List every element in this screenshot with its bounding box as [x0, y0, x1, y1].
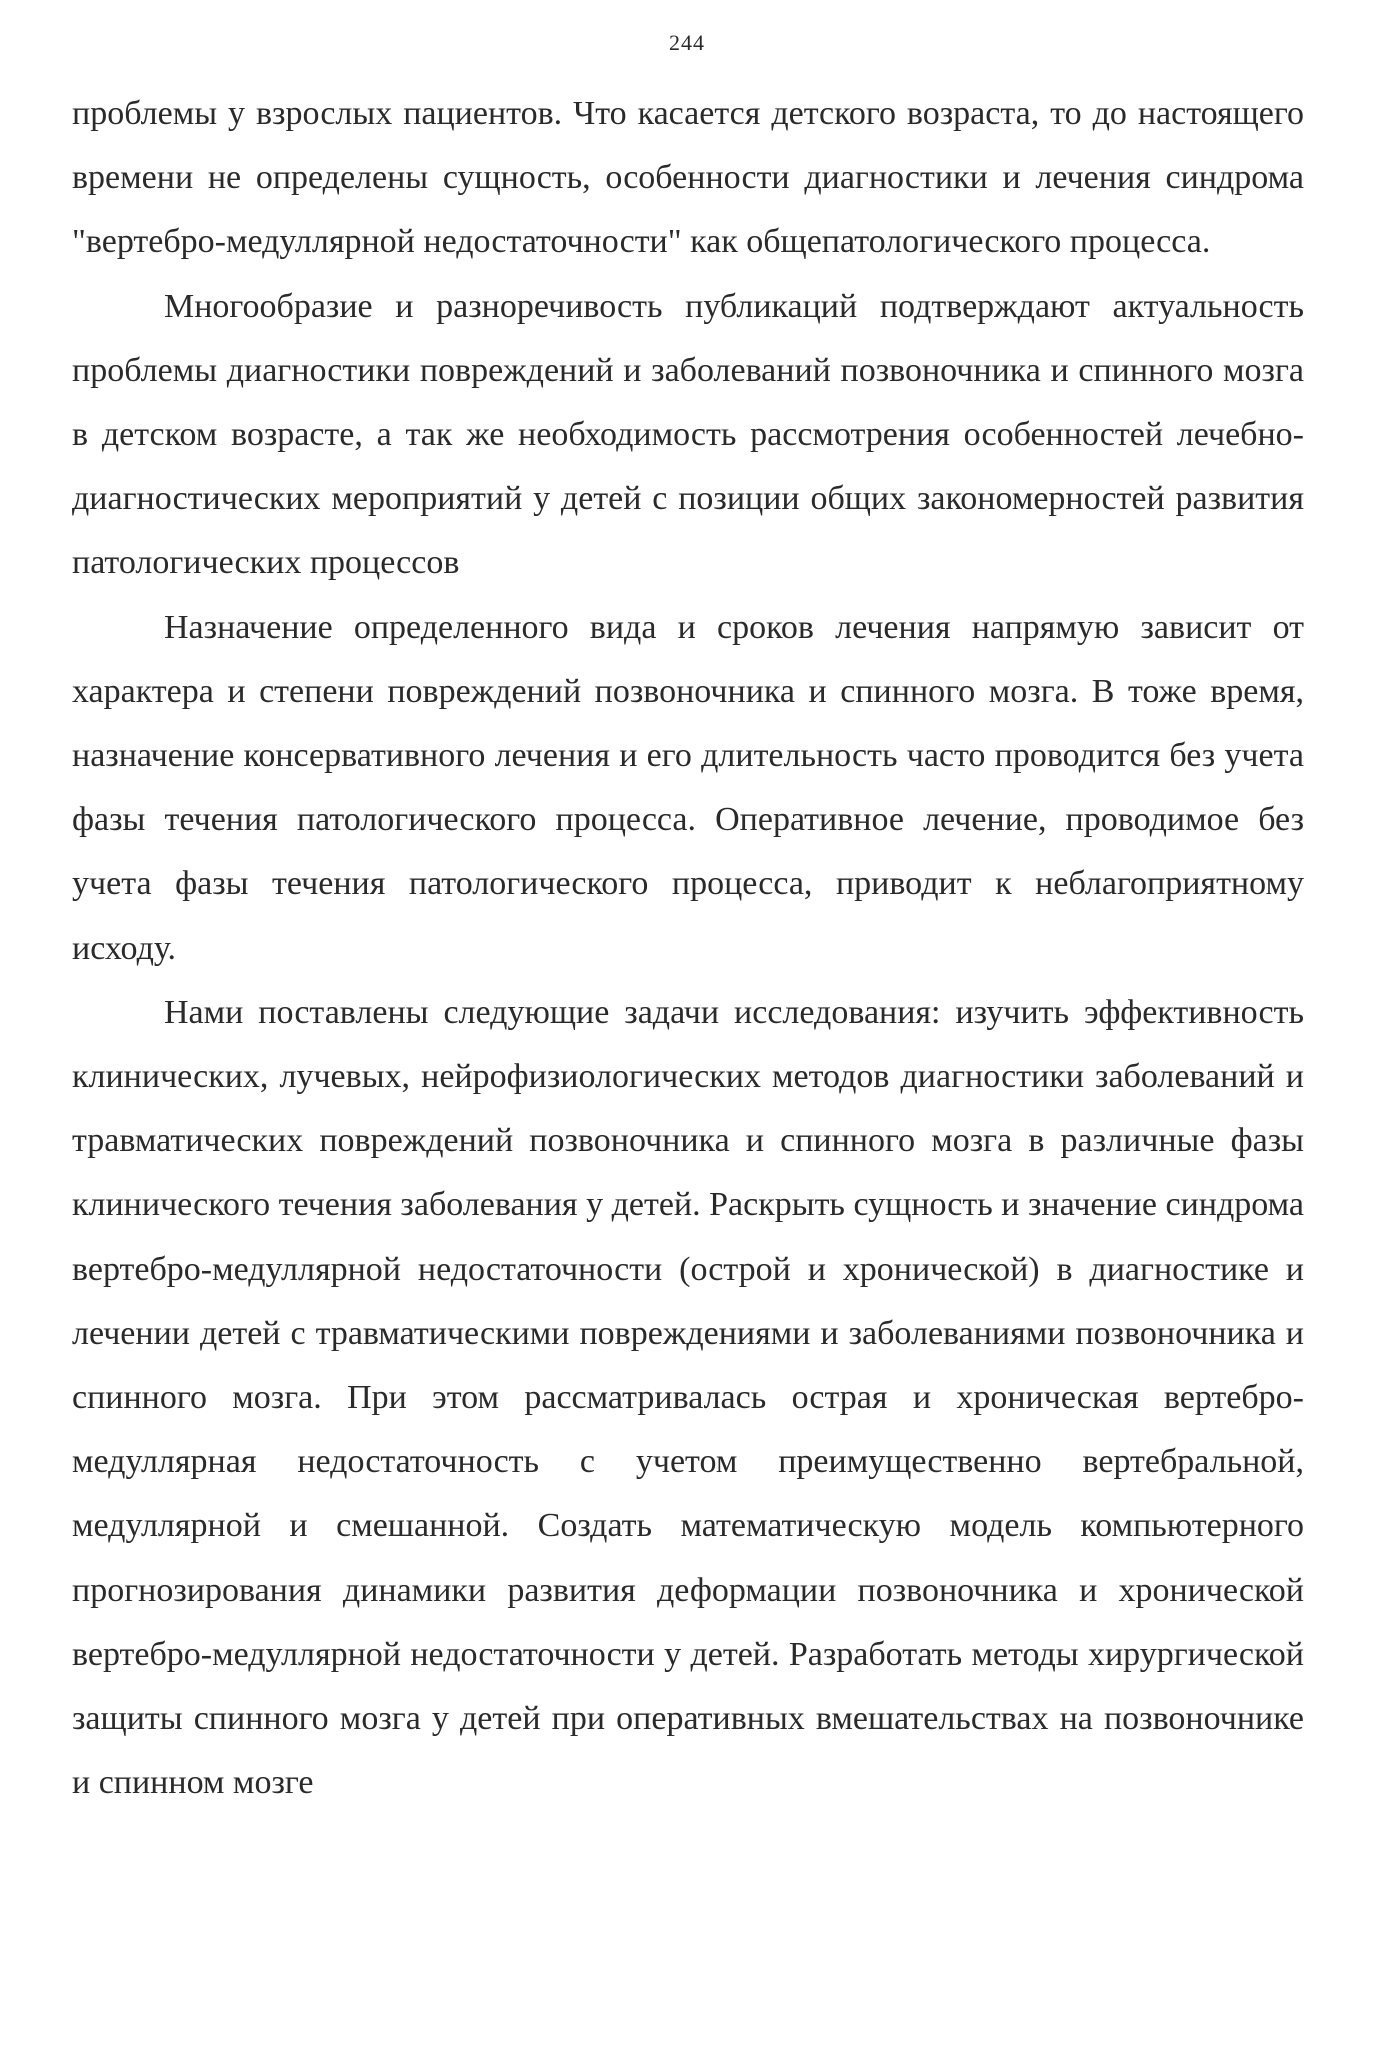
paragraph-3: Назначение определенного вида и сроков лечения напрямую зависит от характера и степени повреждений позвоночника и спинного мозга. В тоже время, назначение консервативного лечения и его длительность часто проводится без учета фазы течения патологического процесса. Оперативное лечение, проводимое без учета фазы течения патологического процесса, приводит к неблагоприятному исходу.	[72, 608, 1304, 967]
document-body	[72, 82, 1304, 1815]
paragraph-1: проблемы у взрослых пациентов. Что касается детского возраста, то до настоящего времени не определены сущность, особенности диагностики и лечения синдрома "вертебро-медуллярной недостаточности" как общепатологического процесса.	[72, 95, 1304, 261]
paragraph-2: Многообразие и разноречивость публикаций подтверждают актуальность проблемы диагностики повреждений и заболеваний позвоночника и спинного мозга в детском возрасте, а так же необходимость рассмотрения особенностей лечебно-диагностических мероприятий у детей с позиции общих закономерностей развития патологических процессов	[72, 287, 1304, 582]
page-number: 244	[669, 30, 705, 55]
paragraph-4: Нами поставлены следующие задачи исследования: изучить эффективность клинических, лучевых, нейрофизиологических методов диагностики заболеваний и травматических повреждений позвоночника и спинного мозга в различные фазы клинического течения заболевания у детей. Раскрыть сущность и значение синдрома вертебро-медуллярной недостаточности (острой и хронической) в диагностике и лечении детей с травматическими повреждениями и заболеваниями позвоночника и спинного мозга. При этом рассматривалась острая и хроническая вертебро-медуллярная недостаточность с учетом преимущественно вертебральной, медуллярной и смешанной. Создать математическую модель компьютерного прогнозирования динамики развития деформации позвоночника и хронической вертебро-медуллярной недостаточности у детей. Разработать методы хирургической защиты спинного мозга у детей при оперативных вмешательствах на позвоночнике и спинном мозге	[72, 993, 1304, 1802]
